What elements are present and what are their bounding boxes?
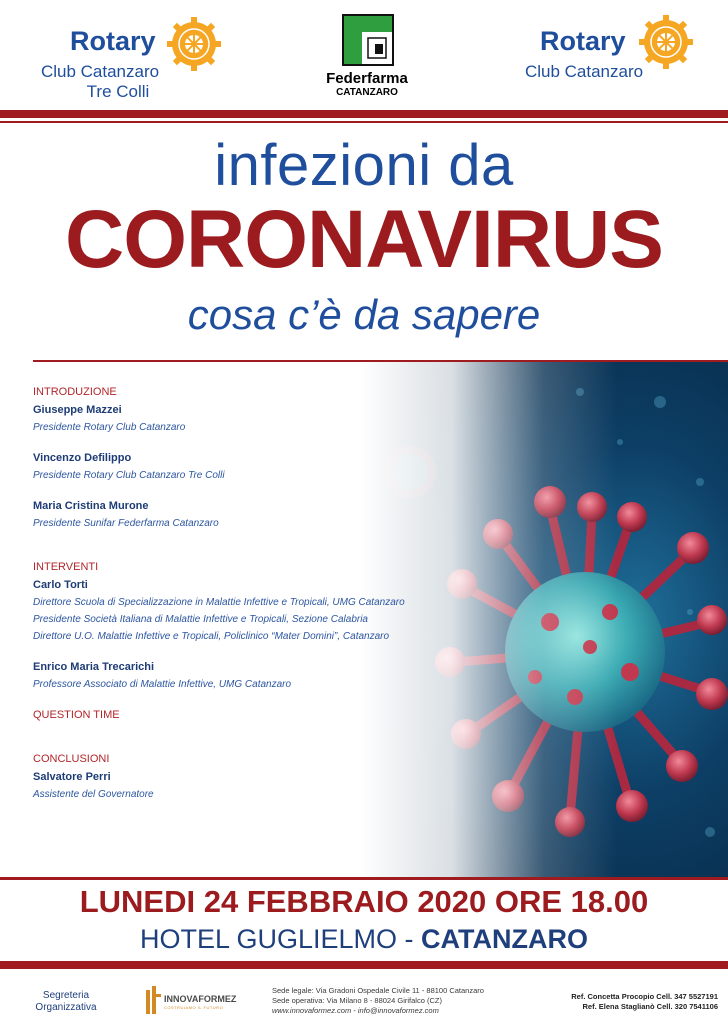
address-line: Sede legale: Via Gradoni Ospedale Civile 11 - 88100 Catanzaro [272, 986, 484, 995]
organizer-address [272, 986, 512, 1016]
speaker-name: Giuseppe Mazzei [33, 404, 122, 416]
website-email-link[interactable]: www.innovaformez.com - info@innovaformez.com [272, 1006, 439, 1015]
rotary-wordmark: Rotary [540, 26, 626, 56]
speaker-name: Maria Cristina Murone [33, 500, 149, 512]
contact-ref: Ref. Elena Staglianò Cell. 320 7541106 [582, 1002, 718, 1011]
program-list [33, 385, 453, 801]
rotary-club-subname: Tre Colli [86, 82, 150, 101]
speaker-name: Enrico Maria Trecarichi [33, 661, 155, 673]
contact-references [518, 992, 718, 1012]
segreteria-line-1: Segreteria [42, 990, 90, 1001]
title-line-1: infezioni da [214, 133, 514, 198]
section-heading-interventi: INTERVENTI [33, 561, 99, 573]
rotary-wordmark: Rotary [70, 26, 156, 56]
speaker-role: Direttore U.O. Malattie Infettive e Tropicali, Policlinico “Mater Domini”, Catanzaro [33, 631, 390, 642]
bottom-divider-band [0, 961, 728, 969]
speaker-role: Presidente Sunifar Federfarma Catanzaro [33, 518, 219, 529]
rotary-club-name: Club Catanzaro [40, 62, 160, 81]
federfarma-city: CATANZARO [336, 87, 398, 98]
rotary-catanzaro-logo [510, 14, 710, 104]
speaker-role: Presidente Rotary Club Catanzaro Tre Colli [33, 470, 225, 481]
title-subtitle: cosa c’è da sapere [187, 291, 541, 338]
innovaformez-emblem-icon [144, 984, 162, 1016]
speaker-name: Vincenzo Defilippo [33, 452, 132, 464]
section-heading-conclusioni: CONCLUSIONI [33, 753, 110, 765]
speaker-role: Professore Associato di Malattie Infettive, UMG Catanzaro [33, 679, 292, 690]
innovaformez-name: INNOVAFORMEZ [164, 994, 237, 1004]
top-divider-band [0, 110, 728, 118]
innovaformez-logo [144, 984, 254, 1016]
footer [0, 972, 728, 1024]
rotary-tre-colli-logo [30, 14, 230, 104]
speaker-name: Salvatore Perri [33, 771, 111, 783]
segreteria-label [30, 990, 102, 1014]
event-date: LUNEDI 24 FEBBRAIO 2020 ORE 18.00 [79, 884, 649, 919]
speaker-role: Assistente del Governatore [33, 789, 154, 800]
federfarma-emblem-icon [342, 14, 394, 66]
speaker-role: Direttore Scuola di Specializzazione in Malattie Infettive e Tropicali, UMG Catanzaro [33, 597, 405, 608]
contact-ref: Ref. Concetta Procopio Cell. 347 5527191 [571, 992, 718, 1001]
speaker-role: Presidente Società Italiana di Malattie Infettive e Tropicali, Sezione Calabria [33, 614, 368, 625]
speaker-role: Presidente Rotary Club Catanzaro [33, 422, 186, 433]
top-divider-line [0, 121, 728, 123]
rotary-club-name: Club Catanzaro [524, 62, 644, 81]
segreteria-line-2: Organizzativa [35, 1002, 97, 1013]
innovaformez-tagline: COSTRUIAMO IL FUTURO [164, 1005, 224, 1010]
title-main: CORONAVIRUS [65, 194, 663, 285]
venue-hotel: HOTEL GUGLIELMO - [139, 924, 422, 954]
federfarma-name: Federfarma [326, 70, 408, 87]
address-line: Sede operativa: Via Milano 8 - 88024 Girifalco (CZ) [272, 996, 442, 1005]
section-heading-question-time: QUESTION TIME [33, 709, 120, 721]
event-venue [0, 924, 728, 955]
venue-city: CATANZARO [421, 924, 589, 954]
federfarma-logo [322, 14, 412, 104]
section-heading-introduzione: INTRODUZIONE [33, 386, 117, 398]
speaker-name: Carlo Torti [33, 579, 88, 591]
rotary-gear-icon [166, 16, 222, 72]
event-divider [0, 877, 728, 880]
